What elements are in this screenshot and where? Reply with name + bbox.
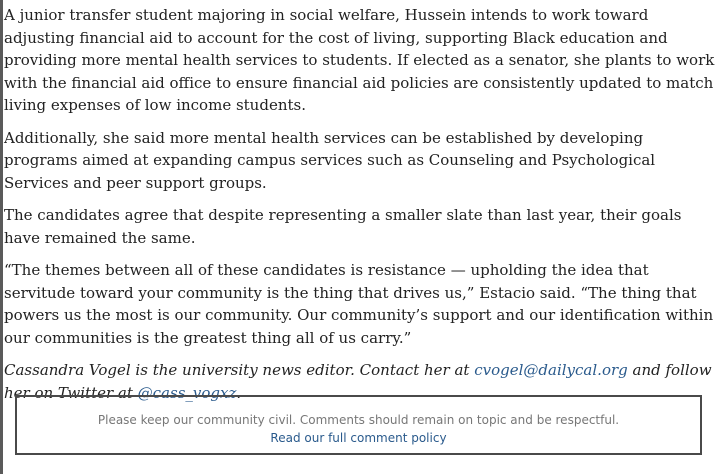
left-border: [0, 0, 3, 474]
paragraph-estacio-quote: “The themes between all of these candidates is resistance — upholding the idea that servitude toward your community is the thing that drives us,” Estacio said. “The thing that powers us the most is our community. Our community’s support and our identification within our communities is the greatest thing all of us carry.”: [4, 261, 714, 347]
byline-text-1: Cassandra Vogel is the university news editor. Contact her at: [4, 361, 475, 379]
comment-policy-box: [15, 395, 702, 455]
paragraph-candidates-agree: The candidates agree that despite representing a smaller slate than last year, their goals have remained the same.: [4, 206, 682, 247]
comment-policy-link[interactable]: Read our full comment policy: [270, 431, 447, 445]
author-twitter-link[interactable]: @cass_vogxz: [137, 383, 237, 402]
paragraph-mental-health: Additionally, she said more mental health services can be established by developing programs aimed at expanding campus services such as Counseling and Psychological Services and peer support groups.: [4, 128, 656, 192]
author-email-link[interactable]: cvogel@dailycal.org: [474, 361, 628, 379]
comment-policy-notice: Please keep our community civil. Comments should remain on topic and be respectful.: [97, 413, 620, 427]
article-body: [4, 4, 716, 414]
byline-text-3: .: [236, 383, 242, 402]
byline-text-2: and follow her on Twitter at: [4, 361, 712, 402]
paragraph-hussein: A junior transfer student majoring in social welfare, Hussein intends to work toward adjusting financial aid to account for the cost of living, supporting Black education and providing more mental health services to students. If elected as a senator, she plants to work with the financial aid office to ensure financial aid policies are consistently updated to match living expenses of low income students.: [4, 6, 715, 114]
